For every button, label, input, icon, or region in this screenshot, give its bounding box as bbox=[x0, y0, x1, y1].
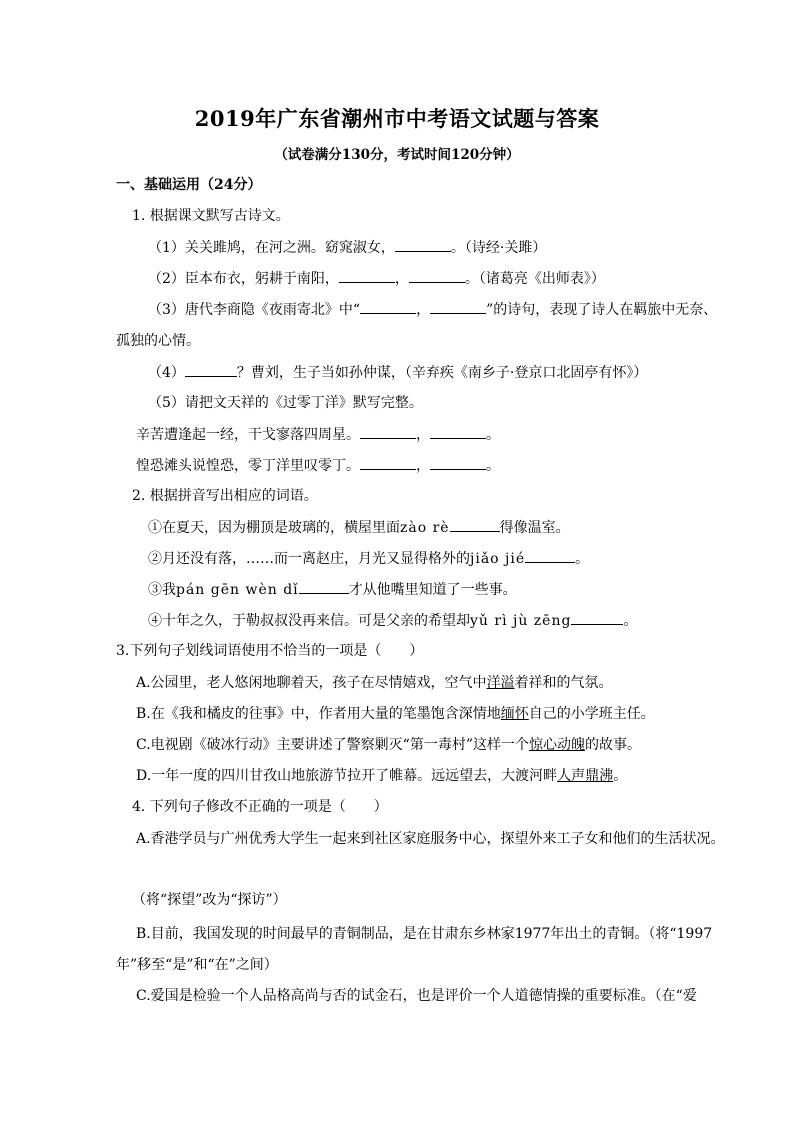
q1-item-5: （5）请把文天祥的《过零丁洋》默写完整。 bbox=[148, 395, 423, 411]
pinyin: yǔ rì jù zēng bbox=[470, 613, 572, 629]
q1-item-3-cont: 孤独的心情。 bbox=[116, 333, 200, 349]
q2-item-3: ③我pán gēn wèn dǐ 才从他嘴里知道了一些事。 bbox=[148, 579, 517, 600]
q3-option-b: B.在《我和橘皮的往事》中，作者用大量的笔墨饱含深情地缅怀自己的小学班主任。 bbox=[136, 706, 655, 722]
underlined-word: 人声鼎沸 bbox=[557, 768, 614, 784]
q2-item-2: ②月还没有落，……而一离赵庄，月光又显得格外的jiǎo jié 。 bbox=[148, 548, 589, 569]
answer-blank[interactable] bbox=[395, 237, 451, 252]
answer-blank[interactable] bbox=[430, 424, 486, 439]
q1-item-5-line-1: 辛苦遭逢起一经，干戈寥落四周星。 ， 。 bbox=[136, 424, 500, 445]
q2-item-1: ①在夏天，因为棚顶是玻璃的，横屋里面zào rè 得像温室。 bbox=[148, 517, 570, 538]
answer-blank[interactable] bbox=[299, 579, 349, 594]
q1-item-4: （4） ？曹刘，生子当如孙仲谋，（辛弃疾《南乡子·登京口北固亭有怀》） bbox=[148, 362, 647, 383]
q3-option-c: C.电视剧《破冰行动》主要讲述了警察剿灭“第一毒村”这样一个惊心动魄的故事。 bbox=[136, 737, 641, 753]
question-4-stem: 4. 下列句子修改不正确的一项是（ ） bbox=[132, 799, 388, 815]
q3-option-a: A.公园里，老人悠闲地聊着天，孩子在尽情嬉戏，空气中洋溢着祥和的气氛。 bbox=[136, 675, 613, 691]
pinyin: pán gēn wèn dǐ bbox=[176, 582, 299, 598]
q4-option-b-cont: 年”移至“是”和“在”之间） bbox=[116, 957, 278, 973]
answer-blank[interactable] bbox=[360, 299, 416, 314]
answer-blank[interactable] bbox=[525, 548, 575, 563]
answer-blank[interactable] bbox=[409, 268, 465, 283]
answer-blank[interactable] bbox=[360, 455, 416, 470]
answer-blank[interactable] bbox=[430, 299, 486, 314]
answer-blank[interactable] bbox=[450, 517, 500, 532]
q4-option-c: C.爱国是检验一个人品格高尚与否的试金石，也是评价一个人道德情操的重要标准。（在“爱 bbox=[136, 988, 697, 1004]
q1-item-2: （2）臣本布衣，躬耕于南阳， ， 。（诸葛亮《出师表》） bbox=[148, 268, 605, 289]
underlined-word: 洋溢 bbox=[486, 675, 515, 691]
answer-blank[interactable] bbox=[571, 610, 623, 625]
q1-item-3: （3）唐代李商隐《夜雨寄北》中“ ， ”的诗句，表现了诗人在羁旅中无奈、 bbox=[148, 299, 717, 320]
q4-option-a: A.香港学员与广州优秀大学生一起来到社区家庭服务中心，探望外来工子女和他们的生活状况。 bbox=[136, 831, 725, 847]
answer-blank[interactable] bbox=[339, 268, 395, 283]
section-heading: 一、基础运用（24分） bbox=[116, 177, 262, 193]
q2-item-4: ④十年之久，于勒叔叔没再来信。可是父亲的希望却yǔ rì jù zēng 。 bbox=[148, 610, 637, 631]
q1-item-1: （1）关关雎鸠，在河之洲。窈窕淑女， 。（诗经·关雎） bbox=[148, 237, 546, 258]
q4-option-b: B.目前，我国发现的时间最早的青铜制品，是在甘肃东乡林家1977年出土的青铜。（将“1997 bbox=[136, 926, 713, 942]
answer-blank[interactable] bbox=[185, 362, 237, 377]
question-2-stem: 2. 根据拼音写出相应的词语。 bbox=[132, 488, 318, 504]
question-1-stem: 1. 根据课文默写古诗文。 bbox=[132, 208, 290, 224]
q3-option-d: D.一年一度的四川甘孜山地旅游节拉开了帷幕。远远望去，大渡河畔人声鼎沸。 bbox=[136, 768, 628, 784]
page-subtitle: （试卷满分130分，考试时间120分钟） bbox=[274, 147, 520, 163]
pinyin: zào rè bbox=[400, 520, 450, 536]
answer-blank[interactable] bbox=[360, 424, 416, 439]
question-3-stem: 3.下列句子划线词语使用不恰当的一项是（ ） bbox=[116, 643, 424, 659]
page-title: 2019年广东省潮州市中考语文试题与答案 bbox=[194, 106, 600, 131]
q4-option-a-note: （将“探望”改为“探访”） bbox=[132, 892, 287, 908]
answer-blank[interactable] bbox=[430, 455, 486, 470]
pinyin: jiǎo jié bbox=[470, 551, 526, 567]
underlined-word: 惊心动魄 bbox=[528, 737, 585, 753]
q1-item-5-line-2: 惶恐滩头说惶恐，零丁洋里叹零丁。 ， 。 bbox=[136, 455, 500, 476]
underlined-word: 缅怀 bbox=[500, 706, 529, 722]
